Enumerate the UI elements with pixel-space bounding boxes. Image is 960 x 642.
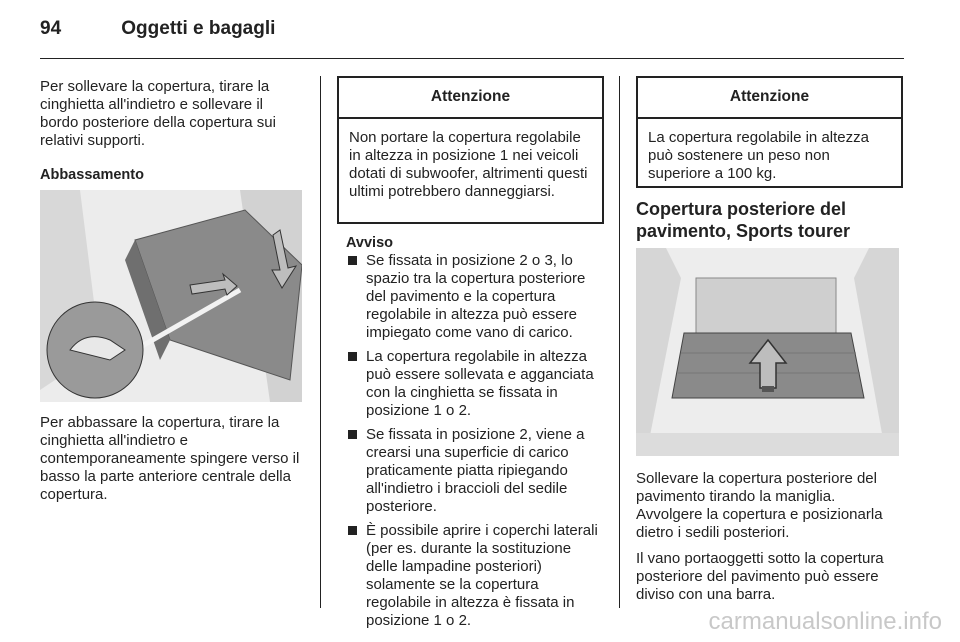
floor-cover-heading-block <box>636 198 900 252</box>
warning-box-weight <box>636 76 903 188</box>
column-divider-1 <box>320 76 321 608</box>
subheading-abbassamento: Abbassamento <box>40 167 144 183</box>
section-heading: Copertura posteriore del pavimento, Sports tourer <box>636 199 851 241</box>
bullet-square-icon <box>348 526 357 535</box>
list-item: La copertura regolabile in altezza può essere sollevata e agganciata con la cinghietta se fissata in posizione 1 o 2. <box>346 348 604 420</box>
bullet-square-icon <box>348 256 357 265</box>
paragraph-lift-cover: Sollevare la copertura posteriore del pavimento tirando la maniglia. Avvolgere la copertura e posizionarla dietro i sedili posteriori. <box>636 470 883 541</box>
list-item: È possibile aprire i coperchi laterali (per es. durante la sostituzione delle lampadine posteriori) solamente se la copertura regolabile in altezza è fissata in posizione 1 o 2. <box>346 522 604 630</box>
column-divider-2 <box>619 76 620 608</box>
list-item: Se fissata in posizione 2 o 3, lo spazio tra la copertura posteriore del pavimento e la copertura regolabile in altezza può essere impiegato come vano di carico. <box>346 252 604 342</box>
column-3-lower <box>636 470 904 616</box>
paragraph-storage: Il vano portaoggetti sotto la copertura posteriore del pavimento può essere diviso con una barra. <box>636 550 884 603</box>
note-title: Avviso <box>346 235 394 251</box>
cargo-cover-lowering-illustration <box>40 190 302 402</box>
bullet-square-icon <box>348 430 357 439</box>
lowering-paragraph: Per abbassare la copertura, tirare la cinghietta all'indietro e contemporaneamente spingere verso il basso la parte anteriore centrale della copertura. <box>40 414 300 503</box>
warning-text: La copertura regolabile in altezza può sostenere un peso non superiore a 100 kg. <box>648 129 869 182</box>
page-number: 94 <box>40 18 62 39</box>
page-header <box>40 18 275 40</box>
column-1 <box>40 78 304 196</box>
header-rule <box>40 58 904 59</box>
column-1-lower <box>40 414 304 516</box>
watermark: carmanualsonline.info <box>708 608 942 635</box>
intro-paragraph: Per sollevare la copertura, tirare la cinghietta all'indietro e sollevare il bordo posteriore della copertura sui relativi supporti. <box>40 78 276 149</box>
warning-title: Attenzione <box>638 78 901 119</box>
floor-cover-illustration <box>636 248 899 456</box>
bullet-square-icon <box>348 352 357 361</box>
page-title: Oggetti e bagagli <box>121 18 276 39</box>
warning-text: Non portare la copertura regolabile in altezza in posizione 1 nei veicoli dotati di subwoofer, altrimenti questi ultimi potrebbero danneggiarsi. <box>349 129 588 200</box>
warning-box-subwoofer <box>337 76 604 224</box>
warning-title: Attenzione <box>339 78 602 119</box>
note-list <box>346 252 604 630</box>
note-section <box>346 234 604 636</box>
list-item: Se fissata in posizione 2, viene a crearsi una superficie di carico praticamente piatta ripiegando all'indietro i braccioli del sedile posteriore. <box>346 426 604 516</box>
